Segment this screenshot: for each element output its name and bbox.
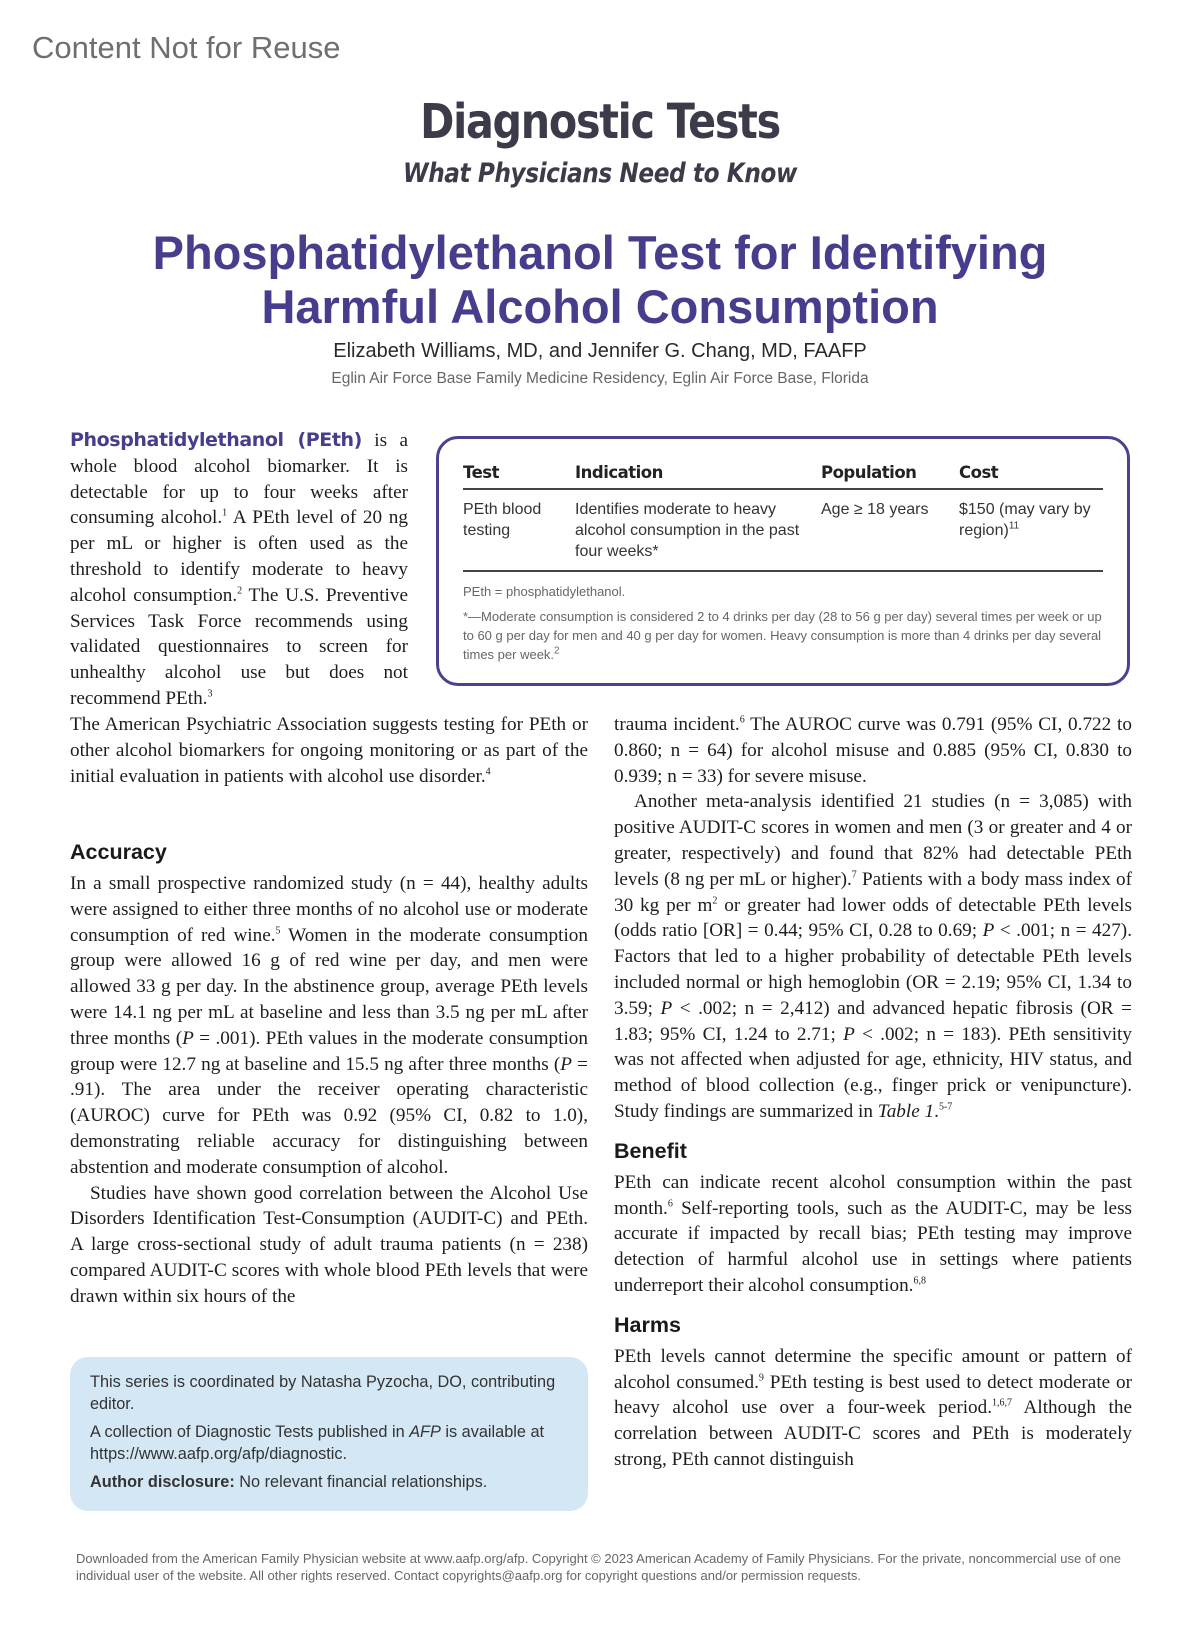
body-text: < .002; n = 2,412) and advanced hepatic fibrosis (OR = 1.83; 95% CI, 1.24 to 2.71;: [614, 997, 1132, 1045]
body-text: Another meta-analysis identified 21 studies (n = 3,085) with positive AUDIT-C scores in women and men (3 or greater and 4 or greater, respectively) and found that 82% had detectable PEth levels (8 ng per mL or higher).: [614, 791, 1132, 890]
body-text: In a small prospective randomized study (n = 44), healthy adults were assigned to either three months of no alcohol use or moderate consumption of red wine.: [70, 873, 588, 946]
table-footnote: [463, 607, 1103, 664]
body-text: = .91). The area under the receiver operating characteristic (AUROC) curve for PEth was 0.92 (95% CI, 0.82 to 1.0), demonstrating reliable accuracy for distinguishing between abstention and moderate consumption of alcohol.: [70, 1053, 588, 1178]
reference: 2: [554, 645, 560, 657]
intro-text: A PEth level of 20 ng per mL or higher is often used as the threshold to identify moderate to heavy alcohol consumption.: [70, 507, 408, 606]
reference: 4: [485, 766, 491, 778]
section-heading-harms: Harms: [614, 1312, 681, 1337]
table-reference: Table 1: [877, 1100, 935, 1122]
copyright-footer: Downloaded from the American Family Physician website at www.aafp.org/afp. Copyright © 2023 American Academy of Family Physicians. For the private, noncommercial use of one individual user of the website. All other rights reserved. Contact copyrights@aafp.org for copyright questions and/or permission requests.: [76, 1551, 1122, 1583]
journal-abbrev: AFP: [409, 1423, 441, 1441]
intro-term: Phosphatidylethanol (PEth): [70, 429, 362, 451]
section-heading-accuracy: Accuracy: [70, 840, 167, 864]
column-header-population: Population: [821, 457, 959, 489]
reference: 5-7: [938, 1101, 953, 1113]
body-text: Although the correlation between AUDIT-C scores and PEth is moderately strong, PEth cannot distinguish: [614, 1397, 1132, 1470]
accuracy-paragraph-2-continued: [614, 712, 1132, 789]
body-text: Patients with a body mass index of 30 kg per m: [614, 868, 1132, 916]
reference: 7: [851, 869, 857, 881]
body-text: or greater had lower odds of detectable PEth levels (odds ratio [OR] = 0.44; 95% CI, 0.28 to 0.69;: [614, 894, 1132, 942]
benefit-paragraph: [614, 1170, 1132, 1299]
body-text: Women in the moderate consumption group were allowed 16 g of red wine per day, and men were allowed 33 g per day. In the abstinence group, average PEth levels were 14.1 ng per mL at baseline and less than 3.5 ng per mL after three months (: [70, 924, 588, 1049]
footnote-text: *—Moderate consumption is considered 2 to 4 drinks per day (28 to 56 g per day) several times per week or up to 60 g per day for men and 40 g per day for women. Heavy consumption is more than 4 drinks per day several times per week.: [463, 609, 1102, 662]
accuracy-paragraph-2: Studies have shown good correlation between the Alcohol Use Disorders Identification Test-Consumption (AUDIT-C) and PEth. A large cross-sectional study of adult trauma patients (n = 238) compared AUDIT-C scores with whole blood PEth levels that were drawn within six hours of the: [70, 1182, 588, 1307]
table-row: [463, 489, 1103, 571]
info-disclosure: [90, 1471, 568, 1493]
column-header-test: Test: [463, 457, 575, 489]
reference: 6: [739, 714, 745, 726]
cell-test: PEth blood testing: [463, 489, 575, 571]
reference: 6: [667, 1198, 673, 1210]
intro-text: The U.S. Preventive Services Task Force recommends using validated questionnaires to screen for unhealthy alcohol use but does not recommend PEth.: [70, 584, 408, 709]
reference: 9: [758, 1372, 764, 1384]
series-subtitle: What Physicians Need to Know: [403, 158, 797, 189]
series-info-box: [70, 1357, 588, 1511]
accuracy-paragraph-1: [70, 871, 588, 1181]
intro-continuation: [70, 712, 588, 789]
p-symbol: P: [843, 1023, 855, 1045]
body-text: PEth can indicate recent alcohol consumption within the past month.: [614, 1171, 1132, 1219]
body-text: < .002; n = 183). PEth sensitivity was not affected when adjusted for age, ethnicity, HIV status, and method of blood collection (e.g., finger prick or venipuncture). Study findings are summarized in: [614, 1023, 1132, 1122]
watermark: Content Not for Reuse: [32, 30, 341, 65]
body-text: < .001; n = 427). Factors that led to a higher probability of detectable PEth levels included normal or high hemoglobin (OR = 2.19; 95% CI, 1.34 to 3.59;: [614, 920, 1132, 1019]
reference: 1: [222, 508, 228, 519]
p-symbol: P: [660, 997, 673, 1019]
intro-text: The American Psychiatric Association suggests testing for PEth or other alcohol biomarkers for ongoing monitoring or as part of the initial evaluation in patients with alcohol use disorder.: [70, 714, 588, 787]
table-notes: [463, 582, 1103, 670]
table-header-row: [463, 457, 1103, 489]
disclosure-text: No relevant financial relationships.: [234, 1473, 488, 1491]
body-text: PEth levels cannot determine the specific amount or pattern of alcohol consumed.: [614, 1345, 1132, 1393]
test-table: [463, 457, 1103, 572]
harms-paragraph: [614, 1344, 1132, 1473]
article-title: [0, 226, 1200, 334]
article-title-line1: Phosphatidylethanol Test for Identifying: [152, 226, 1048, 279]
series-title: Diagnostic Tests: [420, 94, 780, 150]
body-text: trauma incident.: [614, 714, 740, 735]
info-coordinator: This series is coordinated by Natasha Pyzocha, DO, contributing editor.: [90, 1373, 556, 1413]
reference: 6,8: [913, 1275, 926, 1287]
section-heading-benefit: Benefit: [614, 1138, 687, 1163]
cell-population: Age ≥ 18 years: [821, 489, 959, 571]
body-text: .: [934, 1100, 939, 1122]
accuracy-paragraph-3: [614, 789, 1132, 1124]
reference: 1,6,7: [992, 1397, 1013, 1409]
cell-cost: [959, 489, 1103, 571]
affiliation: Eglin Air Force Base Family Medicine Residency, Eglin Air Force Base, Florida: [331, 370, 869, 387]
body-text: Self-reporting tools, such as the AUDIT-C, may be less accurate if impacted by recall bias; PEth testing may improve detection of harmful alcohol use in settings where patients underreport their alcohol consumption.: [614, 1197, 1132, 1296]
reference: 11: [1008, 520, 1020, 532]
p-symbol: P: [982, 920, 995, 942]
cost-text: $150 (may vary by region): [959, 501, 1091, 539]
reference: 3: [207, 688, 213, 700]
reference: 2: [237, 585, 243, 597]
body-text: The AUROC curve was 0.791 (95% CI, 0.722 to 0.860; n = 64) for alcohol misuse and 0.885 (95% CI, 0.830 to 0.939; n = 33) for severe misuse.: [614, 714, 1132, 787]
body-text: = .001). PEth values in the moderate consumption group were 12.7 ng at baseline and 15.5 ng after three months (: [70, 1027, 588, 1075]
intro-paragraph: [70, 428, 408, 712]
right-column: [614, 712, 1132, 1473]
disclosure-label: Author disclosure:: [90, 1473, 235, 1491]
body-text: PEth testing is best used to detect moderate or heavy alcohol use over a four-week period.: [614, 1371, 1132, 1419]
p-symbol: P: [560, 1053, 573, 1075]
column-header-indication: Indication: [575, 457, 821, 489]
authors: Elizabeth Williams, MD, and Jennifer G. Chang, MD, FAAFP: [333, 340, 867, 362]
info-text: is available at https://www.aafp.org/afp/diagnostic.: [90, 1423, 545, 1463]
info-collection: [90, 1421, 568, 1465]
table-abbreviation-note: PEth = phosphatidylethanol.: [463, 584, 626, 599]
article-title-line2: Harmful Alcohol Consumption: [261, 280, 939, 333]
summary-table: [436, 436, 1130, 686]
info-text: A collection of Diagnostic Tests published in: [90, 1423, 410, 1441]
intro-text: is a whole blood alcohol biomarker. It is detectable for up to four weeks after consuming alcohol.: [70, 430, 408, 529]
superscript: 2: [712, 895, 718, 907]
cell-indication: Identifies moderate to heavy alcohol consumption in the past four weeks*: [575, 489, 821, 571]
reference: 5: [275, 925, 281, 937]
column-header-cost: Cost: [959, 457, 1103, 489]
p-symbol: P: [182, 1027, 194, 1049]
left-column: [70, 836, 588, 1310]
